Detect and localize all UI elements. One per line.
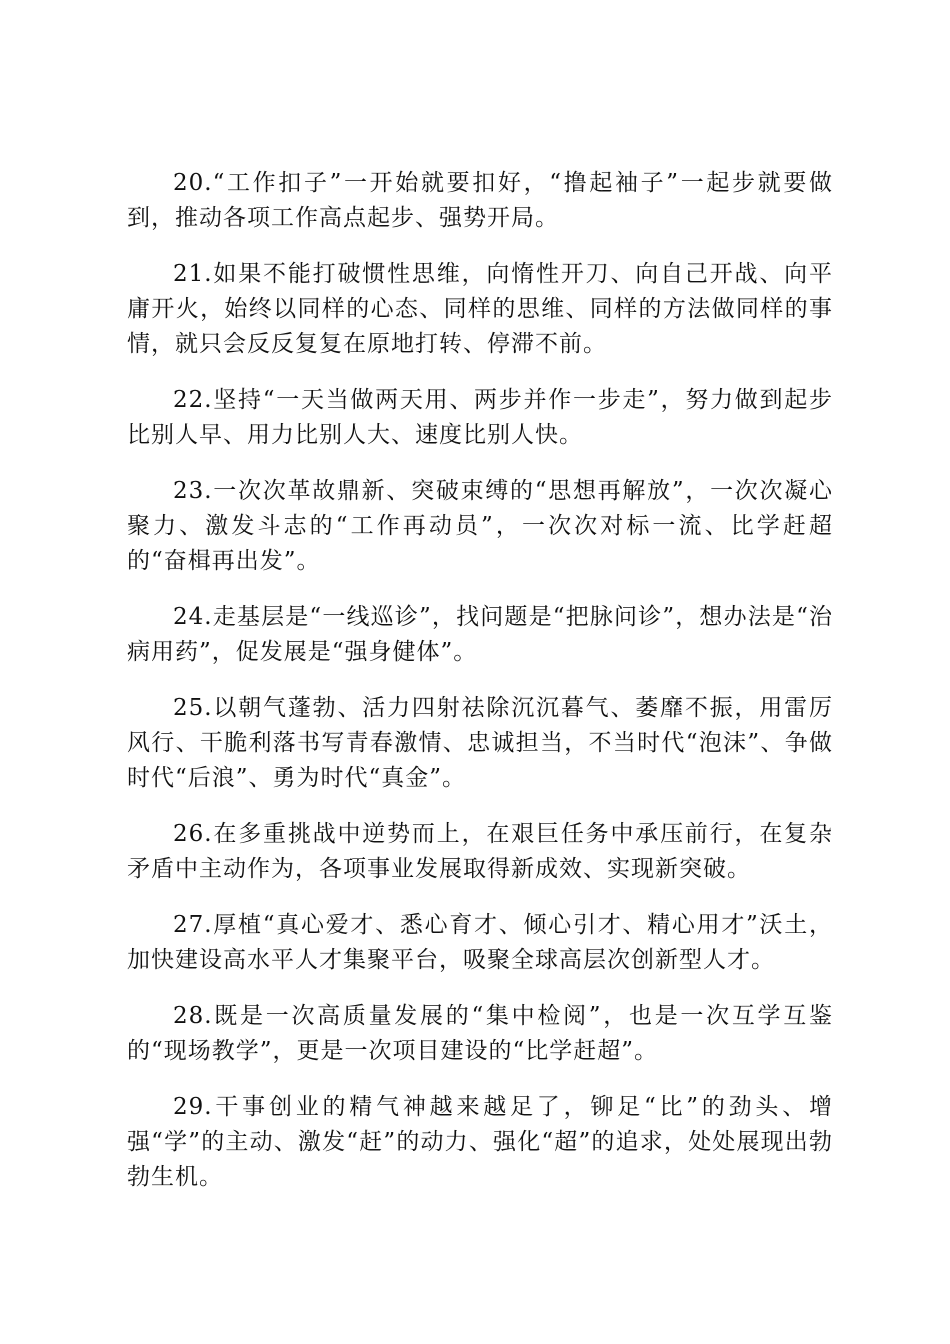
- paragraph-26: 26.在多重挑战中逆势而上，在艰巨任务中承压前行，在复杂矛盾中主动作为，各项事业发展取得新成效、实现新突破。: [127, 821, 833, 882]
- paragraph-24: 24.走基层是“一线巡诊”，找问题是“把脉问诊”，想办法是“治病用药”，促发展是“强身健体”。: [127, 604, 833, 665]
- paragraph-25: 25.以朝气蓬勃、活力四射祛除沉沉暮气、萎靡不振，用雷厉风行、干脆利落书写青春激情、忠诚担当，不当时代“泡沫”、争做时代“后浪”、勇为时代“真金”。: [127, 695, 833, 791]
- paragraph-28: 28.既是一次高质量发展的“集中检阅”，也是一次互学互鉴的“现场教学”，更是一次项目建设的“比学赶超”。: [127, 1003, 833, 1064]
- paragraph-29: 29.干事创业的精气神越来越足了，铆足“比”的劲头、增强“学”的主动、激发“赶”的动力、强化“超”的追求，处处展现出勃勃生机。: [127, 1094, 833, 1190]
- paragraph-23: 23.一次次革故鼎新、突破束缚的“思想再解放”，一次次凝心聚力、激发斗志的“工作再动员”，一次次对标一流、比学赶超的“奋楫再出发”。: [127, 478, 833, 574]
- paragraph-21: 21.如果不能打破惯性思维，向惰性开刀、向自己开战、向平庸开火，始终以同样的心态、同样的思维、同样的方法做同样的事情，就只会反反复复在原地打转、停滞不前。: [127, 261, 833, 357]
- paragraph-27: 27.厚植“真心爱才、悉心育才、倾心引才、精心用才”沃土，加快建设高水平人才集聚平台，吸聚全球高层次创新型人才。: [127, 912, 833, 973]
- paragraph-22: 22.坚持“一天当做两天用、两步并作一步走”，努力做到起步比别人早、用力比别人大、速度比别人快。: [127, 387, 833, 448]
- document-body: [127, 166, 833, 1216]
- paragraph-20: 20.“工作扣子”一开始就要扣好，“撸起袖子”一起步就要做到，推动各项工作高点起步、强势开局。: [127, 170, 833, 231]
